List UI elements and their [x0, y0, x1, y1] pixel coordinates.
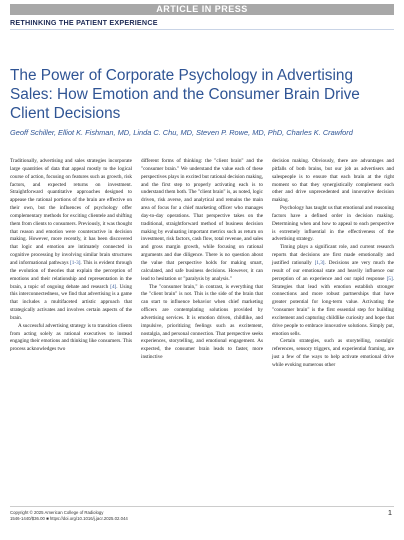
citation-link[interactable]: [4] [110, 283, 117, 290]
section-heading: RETHINKING THE PATIENT EXPERIENCE [10, 17, 394, 30]
body-paragraph [10, 158, 132, 323]
body-columns [10, 158, 394, 502]
paragraph-text: . Decisions are very much the result of our emotional state and heavily influence our perception of an experience and our rapid response [272, 259, 394, 282]
paragraph-text: Timing plays a significant role, and current research reports that decisions are first made emotionally and justified rationally [272, 244, 394, 266]
doi-line[interactable]: 1546-1440/$36.00 ■ https://doi.org/10.1016/j.jacr.2025.02.044 [10, 516, 128, 521]
body-paragraph: A successful advertising strategy is to transition clients from acting solely as rational executives to instead engaging their emotions and thinking like consumers. This process acknowledges two [10, 322, 132, 353]
body-column-1 [10, 158, 132, 502]
body-paragraph: Certain strategies, such as storytelling, nostalgic references, sensory triggers, and experiential framing, are just a few of the ways to help activate emotional drive while evoking numerous other [272, 338, 394, 368]
citation-link[interactable]: [5] [386, 275, 393, 282]
paragraph-text: Traditionally, advertising and sales strategies incorporate large quantities of data that appeal mostly to the logical course of action, focusing on features such as growth, risk factors, and expected returns on investment. Straightforward quantitative approaches designed to appease the rational portions of the brain are effective on their own, but the influences of psychology offer complementary methods for exciting clientele and shifting them from clients to consumers. Previously, it was thought that reason and emotion were counteractive in decision making. However, more recently, it has been discovered that logic and emotion are intimately connected in cognitive processing by involving similar brain structures and informational pathways [10, 158, 132, 266]
page-number: 1 [387, 508, 392, 517]
paragraph-text: . Using this interconnectedness, we find that advertising is a game that includes a multifaceted artistic approach that strategically activates and involves certain aspects of the brain. [10, 283, 132, 321]
author-list: Geoff Schiller, Elliot K. Fishman, MD, Linda C. Chu, MD, Steven P. Rowe, MD, PhD, Charles K. Crawford [10, 128, 353, 137]
body-paragraph [272, 244, 394, 338]
body-column-2 [141, 158, 263, 502]
body-paragraph: decision making. Obviously, there are advantages and pitfalls of both brains, but our job as advertisers and salespeople is to ensure that each brain at the right moment so that they synergistically complement each other and drive unprecedented and innovative decision making. [272, 158, 394, 204]
body-paragraph: different forms of thinking: the "client brain" and the "consumer brain." We understand the value each of these perspectives plays in excited but rational decision making, and the first step to properly activating each is to understand them both. The "client brain" is, as noted, logic driven, risk averse, and analytical and remains the main area of focus for a chief marketing officer who manages day-to-day operations. That perspective takes on the traditional, straightforward method of business decision making by evaluating important metrics such as return on investment, risk factors, cash flow, total revenue, and sales and gross margin growth, while focusing on rational arguments and due diligence. There is no question about the value that perspective holds for making smart, calculated, and safe business decisions. However, it can lead to hesitation or "paralysis by analysis." [141, 158, 263, 282]
article-in-press-banner: ARTICLE IN PRESS [10, 4, 394, 15]
article-title: The Power of Corporate Psychology in Advertising Sales: How Emotion and the Consumer Brain Drive Client Decisions [10, 67, 360, 122]
body-column-3 [272, 158, 394, 502]
body-paragraph: The "consumer brain," in contrast, is everything that the "client brain" is not. This is the side of the brain that can start to influence behavior when chief marketing officers are contemplating solutions provided by advertising services. It is emotion driven, childlike, and impulsive, prioritizing feelings such as excitement, nostalgia, and personal connection. That perspective seeks experiences, storytelling, and emotional engagement. As expected, the consumer brain leads to faster, more instinctive [141, 283, 263, 361]
paragraph-text: . This is evident through the evolution of theories that explain the perception of emotions and their relationship and representation in the brain, a topic of ongoing debate and research [10, 259, 132, 290]
copyright-line: Copyright © 2025 American College of Radiology [10, 510, 104, 515]
page-footer [10, 506, 394, 531]
citation-link[interactable]: [1-3] [70, 259, 81, 266]
citation-link[interactable]: [1,3] [314, 259, 325, 266]
body-paragraph: Psychology has taught us that emotional and reasoning factors have a defined order in decision making. Determining when and how to appeal to each perspective is extremely influential in the effectiveness of the advertising strategy. [272, 205, 394, 243]
paragraph-text: . Strategies that lead with emotion establish stronger connections and more robust partnerships that have greater potential for long-term value. Activating the "consumer brain" is the first essential step for building excitement and capturing childlike curiosity and hope that drive people to embrace innovative solutions. Simply put, emotion sells. [272, 275, 394, 337]
